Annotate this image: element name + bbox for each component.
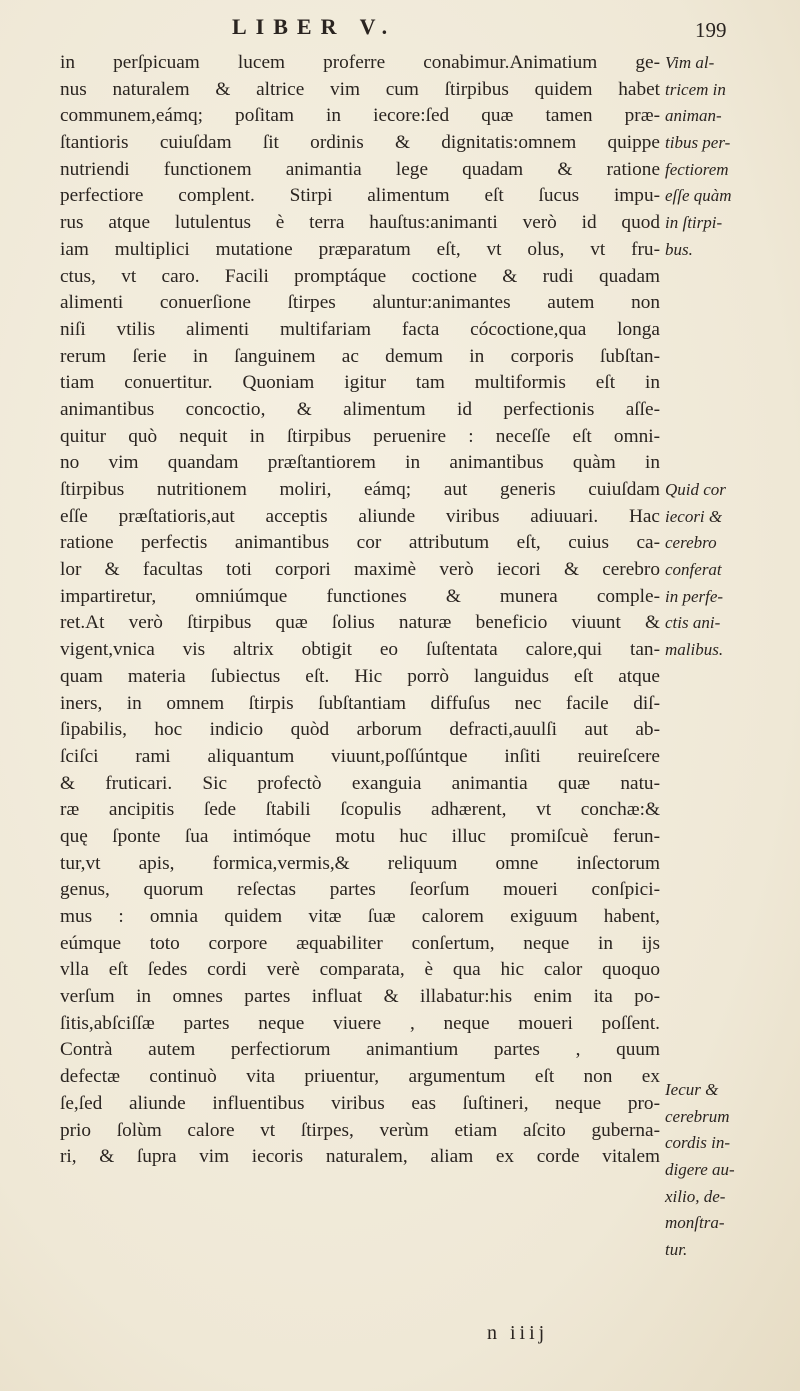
text-line: eúmque toto corpore æquabiliter conſertum, neque in ijs — [60, 932, 660, 954]
margin-note-line: fectiorem — [665, 159, 729, 179]
text-line: quam materia ſubiectus eſt. Hic porrò languidus eſt atque — [60, 665, 660, 687]
margin-note-line: tricem in — [665, 79, 726, 99]
margin-note-line: in perfe- — [665, 586, 724, 606]
margin-note-line: iecori & — [665, 506, 723, 526]
margin-note-line: cerebrum — [665, 1106, 730, 1126]
text-line: nutriendi functionem animantia lege quadam & ratione — [60, 158, 660, 180]
margin-note-line: digere au- — [665, 1160, 735, 1180]
margin-note-line: tur. — [665, 1240, 688, 1260]
text-line: defectæ continuò vita priuentur, argumentum eſt non ex — [60, 1066, 660, 1088]
text-line: ſtirpibus nutritionem moliri, eámq; aut generis cuiuſdam — [60, 479, 660, 500]
text-line: tiam conuertitur. Quoniam igitur tam multiformis eſt in — [60, 372, 660, 394]
text-line: ſe,ſed aliunde influentibus viribus eas ſuſtineri, neque pro- — [60, 1092, 660, 1114]
text-line: niſi vtilis alimenti multifariam facta cócoctione,qua longa — [60, 318, 660, 340]
text-line: ret.At verò ſtirpibus quæ ſolius naturæ beneficio viuunt & — [60, 612, 660, 634]
text-line — [60, 1251, 660, 1278]
text-line: verſum in omnes partes influat & illabatur:his enim ita po- — [60, 986, 660, 1008]
text-line: ræ ancipitis ſede ſtabili ſcopulis adhærent, vt conchæ:& — [60, 799, 660, 821]
text-line — [60, 1224, 660, 1251]
text-line: communem,eámq; poſitam in iecore:ſed quæ tamen præ- — [60, 105, 660, 127]
margin-note-line: monſtra- — [665, 1213, 725, 1233]
margin-note-line — [665, 1264, 790, 1291]
text-line: tur,vt apis, formica,vermis,& reliquum omne inſectorum — [60, 852, 660, 874]
text-line: ſtantioris cuiuſdam ſit ordinis & dignitatis:omnem quippe — [60, 132, 660, 154]
signature-mark: n iiij — [487, 1322, 549, 1344]
text-line: Contrà autem perfectiorum animantium partes , quum — [60, 1039, 660, 1061]
margin-note-line: malibus. — [665, 640, 724, 660]
margin-note-vim-altricem — [665, 50, 790, 264]
margin-note-line: Vim al- — [665, 53, 715, 72]
text-line — [60, 1304, 660, 1331]
text-line: ri, & ſupra vim iecoris naturalem, aliam ex corde vitalem — [60, 1146, 660, 1168]
text-line: rus atque lutulentus è terra hauſtus:animanti verò id quod — [60, 212, 660, 234]
main-text-block — [60, 50, 660, 1331]
running-title: LIBER V. — [232, 14, 397, 39]
text-line: animantibus concoctio, & alimentum id perfectionis aſſe- — [60, 398, 660, 420]
text-line — [60, 1278, 660, 1305]
text-line: vlla eſt ſedes cordi verè comparata, è qua hic calor quoquo — [60, 959, 660, 981]
margin-note-line: in ſtirpi- — [665, 213, 723, 233]
margin-note-line: animan- — [665, 106, 722, 126]
page-number: 199 — [695, 18, 727, 42]
text-line: iam multiplici mutatione præparatum eſt, vt olus, vt fru- — [60, 238, 660, 260]
text-line: eſſe præſtatioris,aut acceptis aliunde viribus adiuuari. Hac — [60, 505, 660, 527]
text-line: alimenti conuerſione ſtirpes aluntur:animantes autem non — [60, 292, 660, 314]
text-line: no vim quandam præſtantiorem in animantibus quàm in — [60, 452, 660, 474]
text-line: mus : omnia quidem vitæ ſuæ calorem exiguum habent, — [60, 906, 660, 927]
margin-note-line: xilio, de- — [665, 1186, 726, 1206]
text-line: prio ſolùm calore vt ſtirpes, verùm etiam aſcito guberna- — [60, 1119, 660, 1141]
margin-note-line: bus. — [665, 239, 693, 259]
margin-note-line: cordis in- — [665, 1133, 731, 1153]
text-line: iners, in omnem ſtirpis ſubſtantiam diffuſus nec facile diſ- — [60, 692, 660, 714]
text-line: in perſpicuam lucem proferre conabimur.Animatium ge- — [60, 52, 660, 73]
text-line: impartiretur, omniúmque functiones & munera comple- — [60, 585, 660, 607]
text-line: ſitis,abſciſſæ partes neque viuere , neque moueri poſſent. — [60, 1012, 660, 1034]
text-line: ctus, vt caro. Facili promptáque coctione & rudi quadam — [60, 265, 660, 287]
margin-note-line: eſſe quàm — [665, 186, 732, 206]
text-line: perfectiore complent. Stirpi alimentum eſt ſucus impu- — [60, 185, 660, 207]
margin-note-line: cerebro — [665, 533, 717, 553]
text-line: & fruticari. Sic profectò exanguia animantia quæ natu- — [60, 772, 660, 794]
margin-note-line: Quid cor — [665, 480, 726, 499]
margin-note-iecur-cerebrum — [665, 1077, 790, 1291]
page-header — [0, 6, 800, 46]
text-line — [60, 1198, 660, 1225]
text-line: lor & facultas toti corpori maximè verò iecori & cerebro — [60, 559, 660, 581]
margin-note-line: Iecur & — [665, 1080, 719, 1099]
margin-note-line: conferat — [665, 560, 722, 580]
margin-note-line: ctis ani- — [665, 613, 721, 633]
text-line: ſciſci rami aliquantum viuunt,poſſúntque inſiti reuireſcere — [60, 745, 660, 767]
text-line: ſipabilis, hoc indicio quòd arborum defracti,auulſi aut ab- — [60, 719, 660, 741]
text-line: genus, quorum reſectas partes ſeorſum moueri conſpici- — [60, 879, 660, 901]
text-line: rerum ſerie in ſanguinem ac demum in corporis ſubſtan- — [60, 345, 660, 367]
margin-note-quid-cor — [665, 477, 790, 664]
text-line: nus naturalem & altrice vim cum ſtirpibus quidem habet — [60, 78, 660, 100]
text-line: quę ſponte ſua intimóque motu huc illuc promiſcuè ferun- — [60, 825, 660, 847]
text-line: quitur quò nequit in ſtirpibus peruenire : neceſſe eſt omni- — [60, 425, 660, 447]
text-line — [60, 1171, 660, 1198]
text-line: vigent,vnica vis altrix obtigit eo ſuſtentata calore,qui tan- — [60, 639, 660, 661]
text-line: ratione perfectis animantibus cor attributum eſt, cuius ca- — [60, 532, 660, 554]
margin-note-line: tibus per- — [665, 133, 731, 153]
